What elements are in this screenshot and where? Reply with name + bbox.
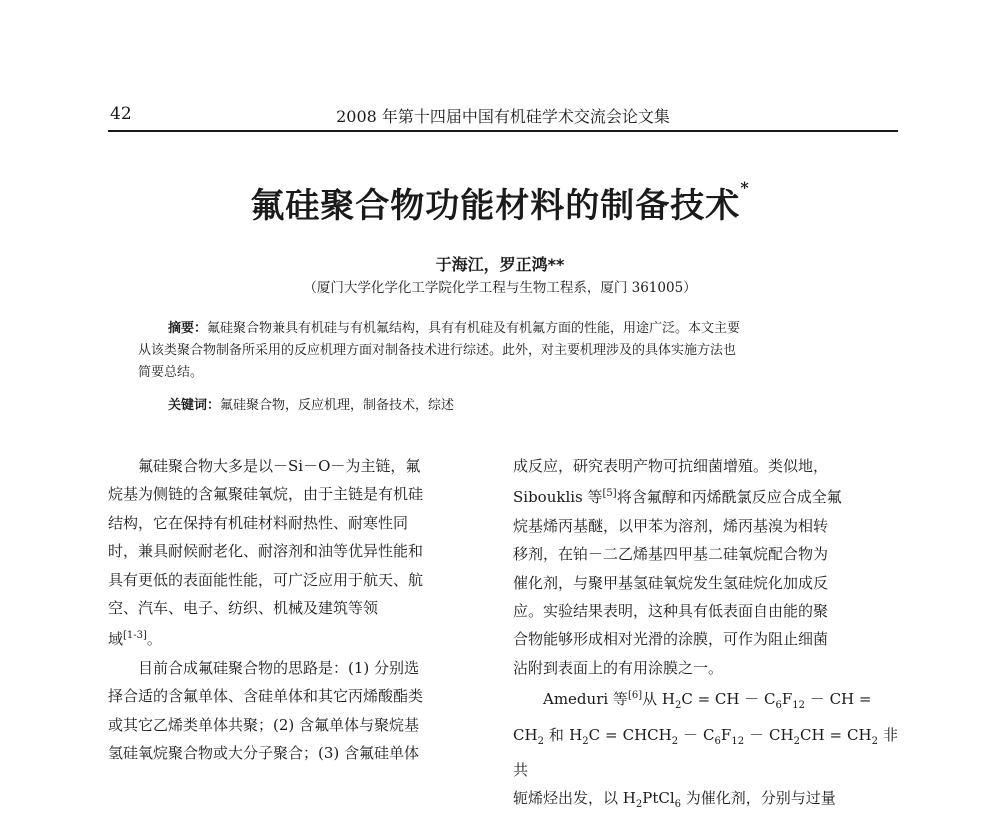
abstract-label: 摘要： xyxy=(168,321,208,336)
text: 和 H xyxy=(543,725,583,744)
text: 非共 xyxy=(513,725,898,780)
abstract-text: 氟硅聚合物兼具有机硅与有机氟结构，具有有机硅及有机氟方面的性能，用途广泛。本文主要 xyxy=(207,321,741,336)
right-line: 成反应，研究表明产物可抗细菌增殖。类似地， xyxy=(513,457,829,475)
citation: [1-3] xyxy=(123,630,147,642)
subscript: 2 xyxy=(674,700,682,712)
right-line xyxy=(513,784,898,819)
text: － CH = xyxy=(805,690,872,709)
affiliation: （厦门大学化学化工学院化学工程与生物工程系，厦门 361005） xyxy=(303,280,697,296)
text: CH xyxy=(513,725,538,744)
text: 为催化剂，分别与过量 xyxy=(681,789,836,808)
subscript: 2 xyxy=(871,735,878,747)
subscript: 2 xyxy=(671,735,679,747)
title-text: 氟硅聚合物功能材料的制备技术 xyxy=(250,186,741,226)
text: F xyxy=(720,725,732,744)
left-line: 择合适的含氟单体、含硅单体和其它丙烯酸酯类 xyxy=(108,687,424,706)
left-line: 或其它乙烯类单体共聚；(2) 含氟单体与聚烷基 xyxy=(108,715,420,734)
subscript: 2 xyxy=(582,735,589,747)
citation: [6] xyxy=(627,690,643,702)
abstract-line-2: 从该类聚合物制备所采用的反应机理方面对制备技术进行综述。此外，对主要机理涉及的具体实施方法也 xyxy=(138,343,737,358)
running-header xyxy=(108,98,898,128)
left-line: 氢硅氧烷聚合物或大分子聚合；(3) 含氟硅单体 xyxy=(108,744,420,763)
text: CH = CH xyxy=(799,725,872,744)
right-column xyxy=(513,452,898,820)
subscript: 2 xyxy=(635,799,643,811)
left-line: 具有更低的表面能性能，可广泛应用于航天、航 xyxy=(108,570,424,589)
text: PtCl xyxy=(642,789,675,808)
text: － CH xyxy=(744,725,794,744)
text: Sibouklis 等 xyxy=(513,488,603,507)
right-line xyxy=(513,682,898,720)
left-line: 目前合成氟硅聚合物的思路是：(1) 分别选 xyxy=(138,658,420,677)
text: C = CHCH xyxy=(588,725,672,744)
text: 轭烯烃出发，以 H xyxy=(513,789,636,808)
page-number: 42 xyxy=(110,104,132,124)
authors: 于海江，罗正鸿** xyxy=(435,255,565,274)
subscript: 2 xyxy=(537,735,544,747)
keywords-text: 氟硅聚合物，反应机理，制备技术，综述 xyxy=(220,398,455,413)
abstract xyxy=(138,318,863,384)
keywords-label: 关键词： xyxy=(168,398,221,413)
text: 域 xyxy=(108,630,124,649)
right-line: 催化剂，与聚甲基氢硅氧烷发生氢硅烷化加成反 xyxy=(513,573,829,592)
left-line: 烷基为侧链的含氟聚硅氧烷，由于主链是有机硅 xyxy=(108,485,424,504)
subscript: 6 xyxy=(714,735,721,747)
left-line: 结构，它在保持有机硅材料耐热性、耐寒性同 xyxy=(108,513,409,532)
subscript: 12 xyxy=(792,700,806,712)
abstract-line-3: 简要总结。 xyxy=(138,365,204,380)
right-line: 合物能够形成相对光滑的涂膜，可作为阻止细菌 xyxy=(513,630,829,649)
right-line: 烷基烯丙基醚，以甲苯为溶剂，烯丙基溴为相转 xyxy=(513,516,829,535)
text: C = CH － C xyxy=(681,690,776,709)
subscript: 12 xyxy=(731,735,745,747)
header-rule xyxy=(108,130,898,132)
right-line: 沾附到表面上的有用涂膜之一。 xyxy=(513,658,724,677)
subscript: 2 xyxy=(793,735,800,747)
text: 从 H xyxy=(642,690,675,709)
title-footnote-mark: * xyxy=(740,178,750,197)
article-title xyxy=(0,178,1000,227)
text: 将含氟醇和丙烯酰氯反应合成全氟 xyxy=(616,488,842,507)
right-line: 移剂，在铂－二乙烯基四甲基二硅氧烷配合物为 xyxy=(513,545,829,564)
text: Ameduri 等 xyxy=(543,690,628,709)
right-line xyxy=(513,480,898,511)
left-line: 时，兼具耐候耐老化、耐溶剂和油等优异性能和 xyxy=(108,542,424,561)
keywords xyxy=(168,394,454,413)
journal-title: 2008 年第十四届中国有机硅学术交流会论文集 xyxy=(336,107,670,126)
left-line xyxy=(108,622,493,653)
citation: [5] xyxy=(602,488,617,500)
text: F xyxy=(781,690,793,709)
text: － C xyxy=(678,725,715,744)
abstract-line-1 xyxy=(138,318,863,340)
text: 。 xyxy=(146,630,162,649)
left-line: 氟硅聚合物大多是以－Si－O－为主链，氟 xyxy=(138,457,421,475)
left-line: 空、汽车、电子、纺织、机械及建筑等领 xyxy=(108,599,379,618)
left-column xyxy=(108,452,493,767)
right-line: 应。实验结果表明，这种具有低表面自由能的聚 xyxy=(513,602,829,621)
right-line xyxy=(513,721,898,785)
subscript: 6 xyxy=(775,700,782,712)
subscript: 6 xyxy=(674,799,682,811)
